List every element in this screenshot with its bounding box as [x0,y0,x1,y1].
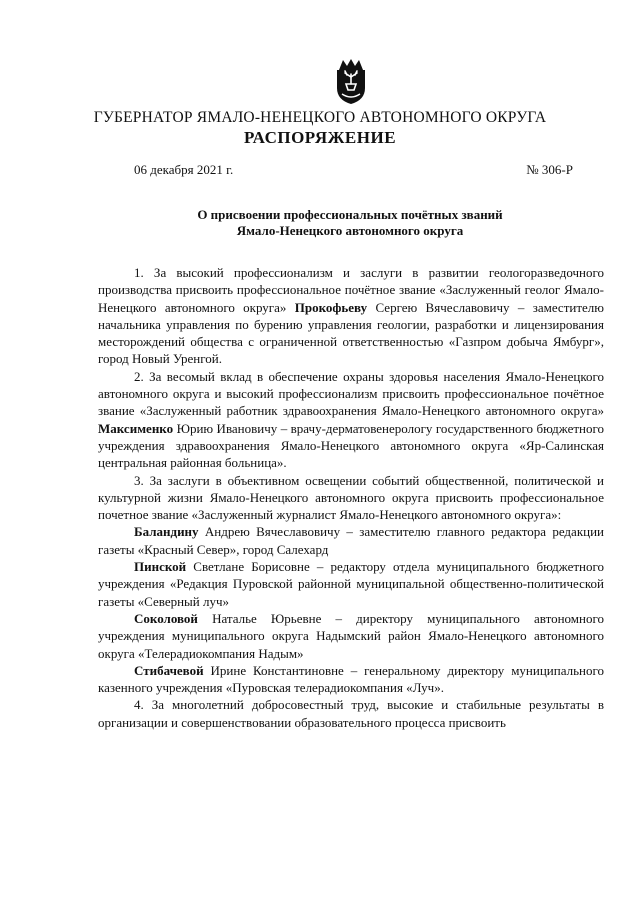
item-3: 3. За заслуги в объективном освещении событий общественной, политической и культурной жизни Ямало-Ненецкого автономного округа присвоить профессиональное почетное звание «Заслуженный журналист Ямало-Ненецкого автономного округа»: [98,472,604,523]
item-2 [98,368,604,472]
item-3-awardee-1 [98,523,604,558]
item-3-awardee-4 [98,662,604,697]
item-1 [98,264,604,368]
item-3-awardee-2 [98,558,604,610]
subject-line-1: О присвоении профессиональных почётных званий [197,207,503,222]
item-2-rest: Юрию Ивановичу – врачу-дерматовенерологу государственного бюджетного учреждения здравоохранения Ямало-Ненецкого автономного округа «Яр-Салинская центральная районная больница». [98,420,604,471]
item-3-awardee-3 [98,610,604,662]
issuing-authority: ГУБЕРНАТОР ЯМАЛО-НЕНЕЦКОГО АВТОНОМНОГО ОКРУГА [93,109,547,126]
document-type: РАСПОРЯЖЕНИЕ [243,128,397,147]
awardee-name: Стибачевой [134,662,204,678]
awardee-name: Соколовой [134,610,198,626]
awardee-details: Андрею Вячеславовичу – заместителю главного редактора редакции газеты «Красный Север», город Салехард [98,524,604,557]
document-date: 06 декабря 2021 г. [134,162,234,177]
awardee-name: Прокофьеву [294,299,368,315]
awardee-name: Максименко [98,420,174,436]
awardee-details: Светлане Борисовне – редактору отдела муниципального бюджетного учреждения «Редакция Пуровской районной муниципальной общественно-политической газеты «Северный луч» [98,559,604,609]
awardee-name: Баландину [134,524,199,540]
awardee-details: Наталье Юрьевне – директору муниципального автономного учреждения муниципального округа Надымский район Ямало-Ненецкого автономного округа «Телерадиокомпания Надым» [98,610,604,661]
document-subject [110,207,590,239]
subject-line-2: Ямало-Ненецкого автономного округа [236,223,464,238]
awardee-details: Ирине Константиновне – генеральному директору муниципального казенного учреждения «Пуровская телерадиокомпания «Луч». [98,662,604,696]
awardee-name: Пинской [134,559,187,575]
item-1-text: 1. За высокий профессионализм и заслуги в развитии геологоразведочного производства присвоить профессиональное почётное звание «Заслуженный геолог Ямало-Ненецкого автономного округа» [98,265,604,315]
document-number: № 306-Р [526,162,573,177]
yanao-coat-of-arms-icon [333,58,369,106]
document-body [98,264,604,731]
item-2-text: 2. За весомый вклад в обеспечение охраны здоровья населения Ямало-Ненецкого автономного округа и высокий профессионализм присвоить профессиональное почётное звание «Заслуженный работник здравоохранения Ямало-Ненецкого автономного округа» [98,368,604,419]
item-1-rest: Сергею Вячеславовичу – заместителю начальника управления по бурению управления геологии, разработки и лицензирования месторождений общества с ограниченной ответственностью «Газпром добыча Ямбург», город Новый Уренгой. [98,299,604,367]
item-4: 4. За многолетний добросовестный труд, высокие и стабильные результаты в организации и совершенствовании образовательного процесса присвоить [98,697,604,730]
